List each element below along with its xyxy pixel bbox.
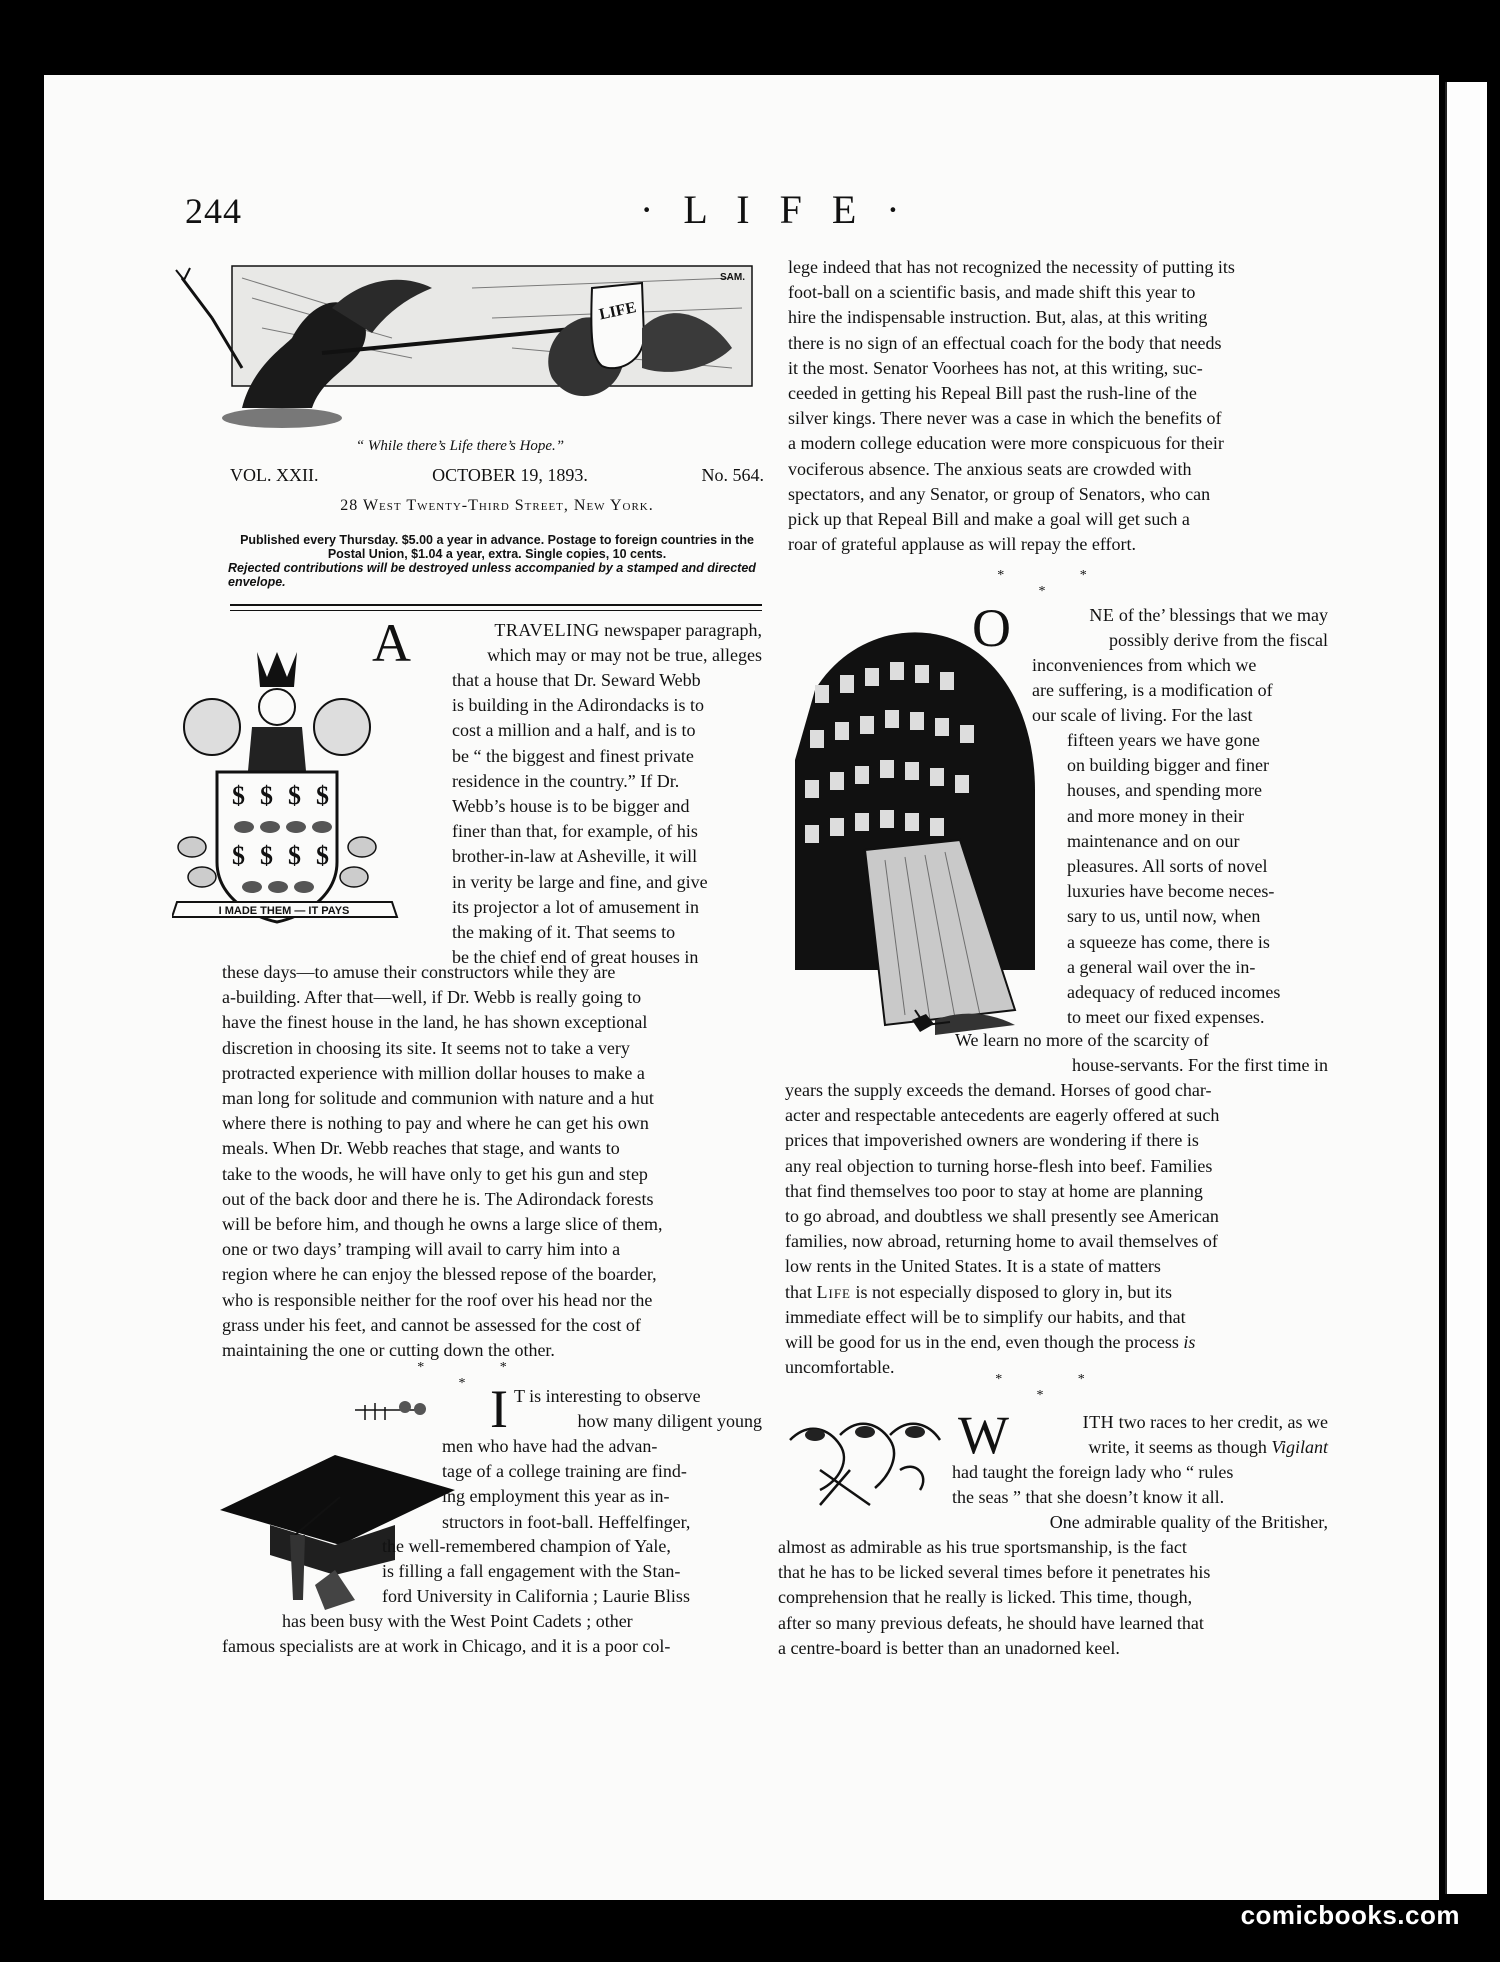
text-line: is filling a fall engagement with the Stan- <box>382 1561 681 1582</box>
text-line: has been busy with the West Point Cadets ; other <box>282 1611 633 1631</box>
text-line: possibly derive from the fiscal <box>1109 630 1328 651</box>
text-line: meals. When Dr. Webb reaches that stage, and wants to <box>222 1138 620 1159</box>
article-webb-intro <box>372 613 762 673</box>
text-line: Webb’s house is to be bigger and <box>452 796 690 817</box>
text-line: hire the indispensable instruction. But, alas, at this writing <box>788 307 1208 328</box>
text-line: fifteen years we have gone <box>1067 730 1260 750</box>
article-yacht <box>958 1405 1328 1465</box>
text-line: T is interesting to observe <box>513 1386 701 1406</box>
dropcap: O <box>972 598 1011 658</box>
crumbling-mansion-illustration <box>785 610 1045 1040</box>
article-yacht-body <box>778 1535 1328 1661</box>
text-line: out of the back door and there he is. The Adirondack forests <box>222 1188 654 1209</box>
article-football-wrapped-2 <box>382 1534 762 1610</box>
text-line: maintenance and on our <box>1067 830 1240 851</box>
text-line: region where he can enjoy the blessed repose of the boarder, <box>222 1264 657 1285</box>
dollar-emblem: $ <box>316 781 329 810</box>
text-line: the making of it. That seems to <box>452 922 676 943</box>
dollar-emblem: $ <box>232 841 245 870</box>
dollar-emblem: $ <box>288 841 301 870</box>
text-line: inconveniences from which we <box>1032 655 1257 675</box>
article-living-wrapped <box>1032 653 1328 729</box>
text-line: spectators, and any Senator, or group of Senators, who can <box>788 483 1211 504</box>
rejected-contributions-notice: Rejected contributions will be destroyed unless accompanied by a stamped and directed envelope. <box>228 561 756 589</box>
text-line: silver kings. There never was a case in which the benefits of <box>788 408 1222 429</box>
dropcap: I <box>490 1379 508 1439</box>
text-line: men who have had the advan- <box>442 1436 658 1456</box>
issue-number: No. 564. <box>701 465 764 485</box>
issue-date: OCTOBER 19, 1893. <box>432 465 588 485</box>
section-divider: * * * <box>995 1372 1121 1403</box>
text-line: any real objection to turning horse-flesh into beef. Families <box>785 1155 1213 1176</box>
text-line: which may or may not be true, alleges <box>487 645 762 666</box>
text-line: sary to us, until now, when <box>1067 906 1261 927</box>
dropped-hat-icon <box>908 1010 938 1036</box>
crest-motto: I MADE THEM — IT PAYS <box>218 905 350 917</box>
text-line: take to the woods, he will have only to get his gun and step <box>222 1163 648 1184</box>
text-line: and more money in their <box>1067 805 1244 826</box>
text-line: to meet our fixed expenses. <box>1067 1007 1265 1028</box>
text-line: write, it seems as though Vigilant <box>1088 1437 1328 1458</box>
text-line: are suffering, is a modification of <box>1032 680 1273 701</box>
dollar-emblem: $ <box>260 781 273 810</box>
text-line: cost a million and a half, and is to <box>452 720 696 741</box>
lobster-yacht-illustration <box>780 1410 960 1510</box>
lead-word: ITH <box>1082 1412 1115 1432</box>
text-line: of the’ blessings that we may <box>1118 605 1328 625</box>
text-line: will be before him, and though he owns a large slice of them, <box>222 1214 663 1235</box>
text-line: grass under his feet, and cannot be assessed for the cost of <box>222 1314 641 1335</box>
site-watermark: comicbooks.com <box>1240 1900 1460 1930</box>
text-line: We learn no more of the scarcity of <box>955 1030 1209 1050</box>
text-line: years the supply exceeds the demand. Horses of good char- <box>785 1080 1212 1100</box>
article-football-wrapped <box>442 1434 762 1535</box>
text-line: where there is nothing to pay and where he can get his own <box>222 1113 649 1134</box>
text-line: on building bigger and finer <box>1067 755 1269 776</box>
dollar-emblem: $ <box>260 841 273 870</box>
dropcap: A <box>372 613 411 673</box>
text-line: lege indeed that has not recognized the necessity of putting its <box>788 257 1235 277</box>
text-line: families, now abroad, returning home to avail themselves of <box>785 1231 1218 1252</box>
article-living-wrapped-3 <box>955 1028 1328 1078</box>
artist-signature: SAM. <box>720 272 745 283</box>
text-line: have the finest house in the land, he has shown exceptional <box>222 1012 648 1033</box>
section-divider: * * * <box>997 568 1123 599</box>
article-webb-body <box>222 960 762 1363</box>
banner-motto: “ While there’s Life there’s Hope.” <box>355 438 565 454</box>
article-football-continued <box>788 255 1328 557</box>
text-line: the seas ” that she doesn’t know it all. <box>952 1487 1225 1508</box>
shield-label: LIFE <box>597 299 638 324</box>
text-line: acter and respectable antecedents are eagerly offered at such <box>785 1105 1220 1126</box>
next-page-edge <box>1445 82 1487 1894</box>
section-divider: * * * <box>417 1360 543 1391</box>
article-football-wrapped-4 <box>222 1634 762 1659</box>
text-line: will be good for us in the end, even though the process is <box>785 1332 1196 1353</box>
text-line: uncomfortable. <box>785 1357 895 1378</box>
text-line: ing employment this year as in- <box>442 1486 670 1507</box>
dollar-emblem: $ <box>316 841 329 870</box>
text-line: how many diligent young <box>577 1411 762 1432</box>
text-line: two races to her credit, as we <box>1118 1412 1328 1432</box>
text-line: the well-remembered champion of Yale, <box>382 1536 671 1556</box>
lead-word: TRAVELING <box>494 620 600 640</box>
text-line: newspaper paragraph, <box>604 620 762 640</box>
article-football-wrapped-3 <box>282 1609 762 1634</box>
article-yacht-wrapped <box>952 1460 1328 1536</box>
text-line: One admirable quality of the Britisher, <box>1049 1512 1328 1533</box>
article-living-wrapped-2 <box>1067 728 1328 1030</box>
text-line: to go abroad, and doubtless we shall presently see American <box>785 1206 1219 1227</box>
text-line: structors in foot-ball. Heffelfinger, <box>442 1511 691 1532</box>
text-line: brother-in-law at Asheville, it will <box>452 846 698 867</box>
text-line: one or two days’ tramping will avail to carry him into a <box>222 1239 621 1260</box>
text-line: residence in the country.” If Dr. <box>452 770 680 791</box>
dollar-emblem: $ <box>232 781 245 810</box>
text-line: a squeeze has come, there is <box>1067 931 1270 952</box>
text-line: there is no sign of an effectual coach for the body that needs <box>788 332 1222 353</box>
text-line: these days—to amuse their constructors while they are <box>222 962 616 982</box>
text-line: its projector a lot of amusement in <box>452 896 699 917</box>
text-line: in verity be large and fine, and give <box>452 871 708 892</box>
text-line: our scale of living. For the last <box>1032 705 1253 726</box>
text-line: maintaining the one or cutting down the other. <box>222 1340 555 1361</box>
text-line: roar of grateful applause as will repay the effort. <box>788 534 1137 555</box>
dropcap: W <box>958 1405 1009 1465</box>
article-living <box>972 598 1328 658</box>
text-line: a-building. After that—well, if Dr. Webb is really going to <box>222 987 642 1008</box>
text-line: pleasures. All sorts of novel <box>1067 856 1268 877</box>
text-line: ford University in California ; Laurie Bliss <box>382 1586 690 1607</box>
text-line: had taught the foreign lady who “ rules <box>952 1462 1234 1482</box>
text-line: is building in the Adirondacks is to <box>452 695 704 716</box>
masthead-rule <box>230 604 762 611</box>
lead-word: NE <box>1089 605 1115 625</box>
dollar-emblem: $ <box>288 781 301 810</box>
text-line: prices that impoverished owners are wondering if there is <box>785 1130 1199 1151</box>
text-line: famous specialists are at work in Chicago, and it is a poor col- <box>222 1636 671 1656</box>
text-line: vociferous absence. The anxious seats are crowded with <box>788 458 1192 479</box>
text-line: comprehension that he really is licked. This time, though, <box>778 1587 1193 1608</box>
volume-number: VOL. XXII. <box>230 465 319 485</box>
article-webb-wrapped <box>452 668 762 970</box>
text-line: who is responsible neither for the roof over his head nor the <box>222 1289 653 1310</box>
text-line: a modern college education were more conspicuous for their <box>788 433 1224 454</box>
text-line: a centre-board is better than an unadorned keel. <box>778 1637 1120 1658</box>
issue-line <box>230 465 764 486</box>
text-line: house-servants. For the first time in <box>1072 1055 1328 1076</box>
text-line: adequacy of reduced incomes <box>1067 982 1281 1003</box>
text-line: luxuries have become neces- <box>1067 881 1275 902</box>
text-line: finer than that, for example, of his <box>452 821 698 842</box>
text-line: that Life is not especially disposed to glory in, but its <box>785 1281 1172 1302</box>
text-line: be the chief end of great houses in <box>452 947 699 968</box>
text-line: that a house that Dr. Seward Webb <box>452 670 701 690</box>
text-line: almost as admirable as his true sportsmanship, is the fact <box>778 1537 1187 1557</box>
article-living-body <box>785 1078 1328 1380</box>
text-line: pick up that Repeal Bill and make a goal will get such a <box>788 509 1190 530</box>
text-line: it the most. Senator Voorhees has not, at this writing, suc- <box>788 357 1203 378</box>
dollar-crest-illustration <box>172 632 402 932</box>
text-line: be “ the biggest and finest private <box>452 745 694 766</box>
text-line: after so many previous defeats, he should have learned that <box>778 1612 1204 1633</box>
article-football <box>490 1379 762 1439</box>
text-line: foot-ball on a scientific basis, and made shift this year to <box>788 282 1196 303</box>
text-line: tage of a college training are find- <box>442 1461 687 1482</box>
text-line: a general wail over the in- <box>1067 956 1256 977</box>
text-line: man long for solitude and communion with nature and a hut <box>222 1088 654 1109</box>
text-line: immediate effect will be to simplify our habits, and that <box>785 1306 1186 1327</box>
text-line: discretion in choosing its site. It seems not to take a very <box>222 1037 630 1058</box>
text-line: ceeded in getting his Repeal Bill past the rush-line of the <box>788 383 1197 404</box>
subscription-terms: Published every Thursday. $5.00 a year in advance. Postage to foreign countries in the Postal Union, $1.04 a year, extra. Single copies, 10 cents. <box>240 533 754 561</box>
devil-banner-illustration <box>172 258 772 433</box>
text-line: protracted experience with million dollar houses to make a <box>222 1062 645 1083</box>
page-number: 244 <box>185 191 242 231</box>
office-address: 28 West Twenty-Third Street, New York. <box>340 497 654 514</box>
text-line: low rents in the United States. It is a state of matters <box>785 1256 1161 1277</box>
text-line: that he has to be licked several times before it penetrates his <box>778 1562 1211 1583</box>
text-line <box>958 1435 1328 1460</box>
publication-info <box>228 533 766 589</box>
magazine-title: · L I F E · <box>640 187 910 232</box>
text-line: houses, and spending more <box>1067 780 1262 801</box>
text-line: that find themselves too poor to stay at home are planning <box>785 1180 1203 1201</box>
